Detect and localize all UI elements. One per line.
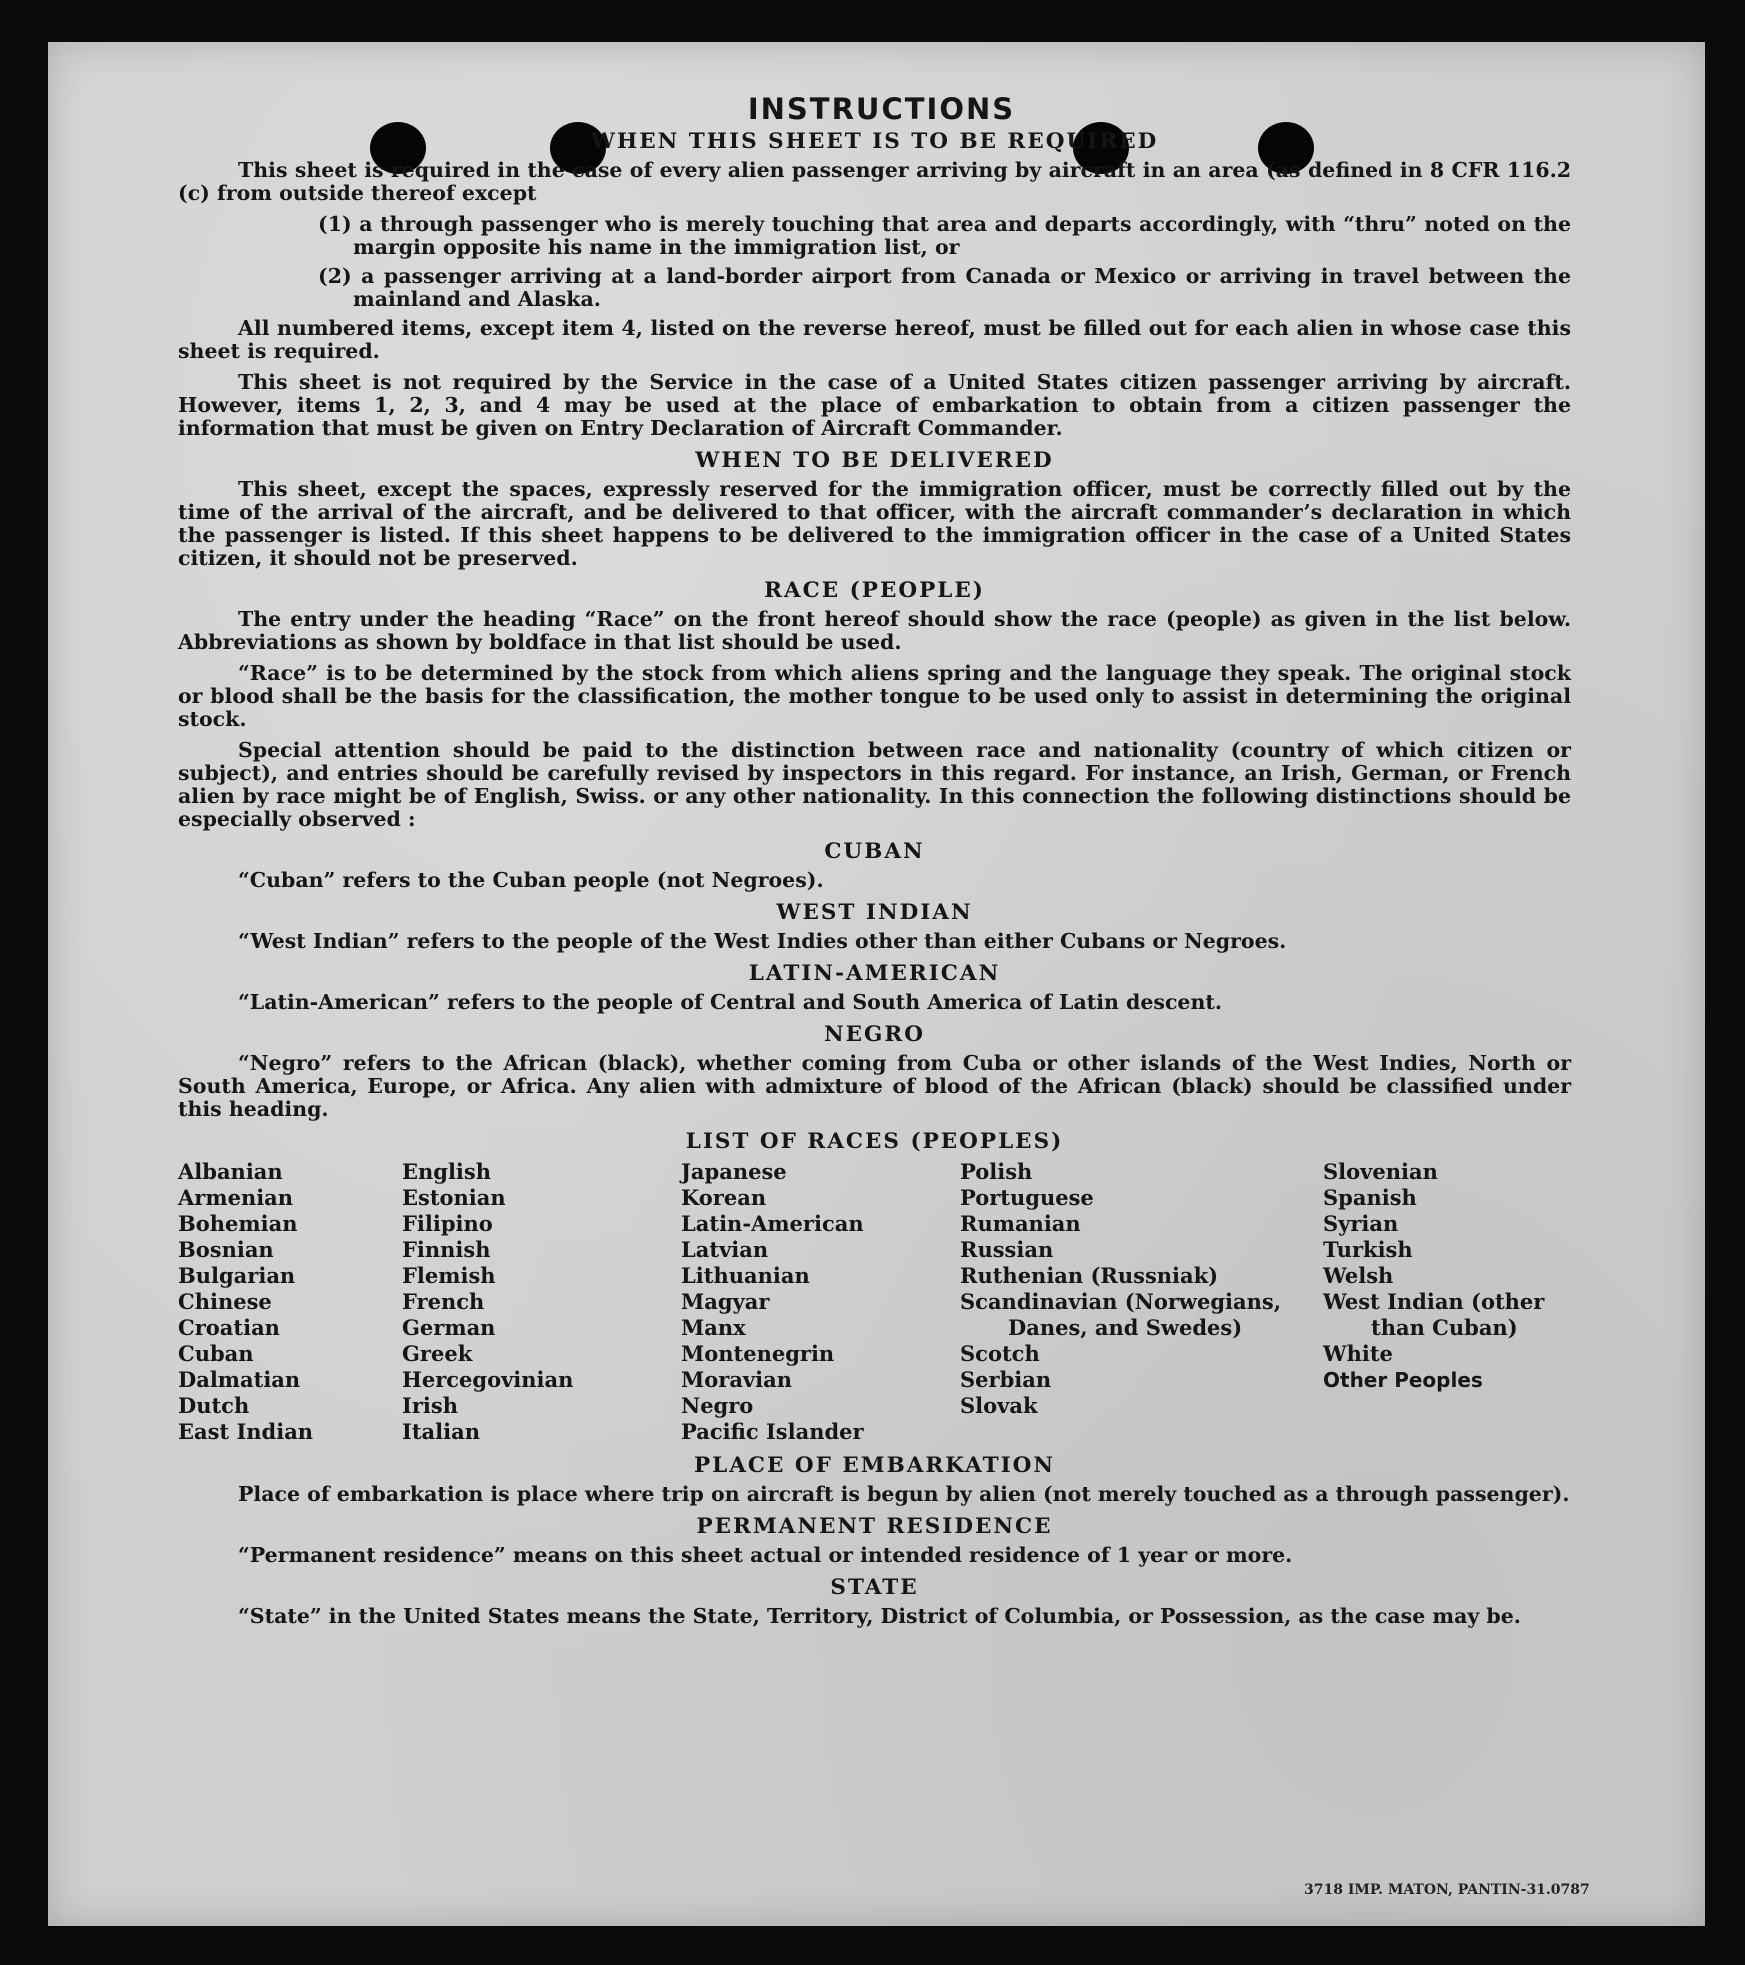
race-item: Moravian <box>681 1367 792 1392</box>
heading-latin-american: LATIN-AMERICAN <box>748 961 1001 986</box>
race-item: Flemish <box>402 1263 496 1288</box>
heading-place-of-embarkation: PLACE OF EMBARKATION <box>693 1453 1056 1478</box>
paragraph: The entry under the heading “Race” on the front hereof should show the race (people) as given in the list below. Abbreviations as shown by boldface in that list should be used. <box>178 607 1571 654</box>
races-column <box>178 1159 402 1445</box>
paragraph: “Latin-American” refers to the people of Central and South America of Latin descent. <box>238 990 1222 1014</box>
race-item: Pacific Islander <box>681 1419 864 1444</box>
race-item: Scandinavian (Norwegians, Danes, and Swedes) <box>960 1289 1282 1340</box>
paragraph: This sheet, except the spaces, expressly reserved for the immigration officer, must be correctly filled out by the time of the arrival of the aircraft, and be delivered to that officer, with the aircraft commander’s declaration in which the passenger is listed. If this sheet happens to be delivered to the immigration officer in the case of a United States citizen, it should not be preserved. <box>178 477 1571 570</box>
race-item: Russian <box>960 1237 1054 1262</box>
heading-state: STATE <box>830 1575 919 1600</box>
race-item: Bosnian <box>178 1237 274 1262</box>
form-number: 3718 IMP. MATON, PANTIN-31.0787 <box>1304 1882 1590 1898</box>
paragraph: Place of embarkation is place where trip on aircraft is begun by alien (not merely touched as a through passenger). <box>238 1482 1570 1506</box>
race-item: Korean <box>681 1185 767 1210</box>
race-item: French <box>402 1289 485 1314</box>
races-column <box>681 1159 960 1445</box>
race-item: Italian <box>402 1419 480 1444</box>
race-item: Hercegovinian <box>402 1367 574 1392</box>
race-item: Negro <box>681 1393 754 1418</box>
race-item: Greek <box>402 1341 473 1366</box>
race-item: Croatian <box>178 1315 280 1340</box>
race-item: Latin-American <box>681 1211 864 1236</box>
heading-when-delivered: WHEN TO BE DELIVERED <box>695 448 1054 473</box>
race-item: East Indian <box>178 1419 314 1444</box>
race-item: Ruthenian (Russniak) <box>960 1263 1219 1288</box>
races-list <box>178 1159 1571 1445</box>
race-item: Scotch <box>960 1341 1040 1366</box>
race-item: Turkish <box>1323 1237 1413 1262</box>
race-item: Cuban <box>178 1341 254 1366</box>
race-item: Dalmatian <box>178 1367 301 1392</box>
heading-cuban: CUBAN <box>824 839 925 864</box>
race-item: Welsh <box>1323 1263 1394 1288</box>
paragraph: This sheet is required in the case of every alien passenger arriving by aircraft in an area (as defined in 8 CFR 116.2 (c) from outside thereof except <box>178 158 1571 205</box>
race-item: Montenegrin <box>681 1341 835 1366</box>
paragraph: “Cuban” refers to the Cuban people (not Negroes). <box>238 868 824 892</box>
race-item: Chinese <box>178 1289 272 1314</box>
race-item: Armenian <box>178 1185 294 1210</box>
race-item: Albanian <box>178 1159 283 1184</box>
race-item: Manx <box>681 1315 746 1340</box>
race-item: Japanese <box>681 1159 787 1184</box>
race-item: Other Peoples <box>1323 1368 1483 1392</box>
heading-list-of-races: LIST OF RACES (PEOPLES) <box>685 1129 1064 1154</box>
race-item: Spanish <box>1323 1185 1417 1210</box>
race-item: Estonian <box>402 1185 506 1210</box>
race-item: Finnish <box>402 1237 491 1262</box>
race-item: Dutch <box>178 1393 250 1418</box>
list-item: (1) a through passenger who is merely touching that area and departs accordingly, with “thru” noted on the margin opposite his name in the immigration list, or <box>318 212 1571 259</box>
race-item: Irish <box>402 1393 458 1418</box>
paragraph: This sheet is not required by the Service in the case of a United States citizen passenger arriving by aircraft. However, items 1, 2, 3, and 4 may be used at the place of embarkation to obtain from a citizen passenger the information that must be given on Entry Declaration of Aircraft Commander. <box>178 370 1571 440</box>
instructions-body <box>178 92 1571 1636</box>
race-item: Serbian <box>960 1367 1052 1392</box>
races-column <box>402 1159 681 1445</box>
race-item: German <box>402 1315 496 1340</box>
paragraph: “Permanent residence” means on this sheet actual or intended residence of 1 year or more. <box>238 1543 1293 1567</box>
paragraph: “Negro” refers to the African (black), whether coming from Cuba or other islands of the West Indies, North or South America, Europe, or Africa. Any alien with admixture of blood of the African (black) should be classified under this heading. <box>178 1051 1571 1121</box>
heading-negro: NEGRO <box>824 1022 925 1047</box>
heading-race: RACE (PEOPLE) <box>764 578 985 603</box>
page-title: INSTRUCTIONS <box>747 92 1016 126</box>
heading-when-required: WHEN THIS SHEET IS TO BE REQUIRED <box>590 129 1159 154</box>
list-item: (2) a passenger arriving at a land-border airport from Canada or Mexico or arriving in travel between the mainland and Alaska. <box>318 264 1571 311</box>
race-item: Slovak <box>960 1393 1038 1418</box>
race-item: Slovenian <box>1323 1159 1438 1184</box>
race-item: Bulgarian <box>178 1263 296 1288</box>
race-item: English <box>402 1159 492 1184</box>
race-item: Polish <box>960 1159 1033 1184</box>
paragraph: “West Indian” refers to the people of the West Indies other than either Cubans or Negroes. <box>238 929 1287 953</box>
race-item: Latvian <box>681 1237 769 1262</box>
paragraph: All numbered items, except item 4, listed on the reverse hereof, must be filled out for each alien in whose case this sheet is required. <box>178 316 1571 363</box>
race-item: White <box>1323 1341 1393 1366</box>
races-column <box>960 1159 1323 1445</box>
race-item: Lithuanian <box>681 1263 810 1288</box>
race-item: Syrian <box>1323 1211 1399 1236</box>
heading-west-indian: WEST INDIAN <box>776 900 973 925</box>
paragraph: “State” in the United States means the State, Territory, District of Columbia, or Possession, as the case may be. <box>238 1604 1521 1628</box>
race-item: Bohemian <box>178 1211 298 1236</box>
races-column <box>1323 1159 1571 1445</box>
race-item: Magyar <box>681 1289 770 1314</box>
race-item: Rumanian <box>960 1211 1081 1236</box>
race-item: Filipino <box>402 1211 493 1236</box>
paragraph: “Race” is to be determined by the stock from which aliens spring and the language they speak. The original stock or blood shall be the basis for the classification, the mother tongue to be used only to assist in determining the original stock. <box>178 661 1571 731</box>
heading-permanent-residence: PERMANENT RESIDENCE <box>696 1514 1053 1539</box>
paragraph: Special attention should be paid to the distinction between race and nationality (country of which citizen or subject), and entries should be carefully revised by inspectors in this regard. For instance, an Irish, German, or French alien by race might be of English, Swiss. or any other nationality. In this connection the following distinctions should be especially observed : <box>178 738 1571 831</box>
race-item: Portuguese <box>960 1185 1094 1210</box>
race-item: West Indian (other than Cuban) <box>1323 1289 1545 1340</box>
